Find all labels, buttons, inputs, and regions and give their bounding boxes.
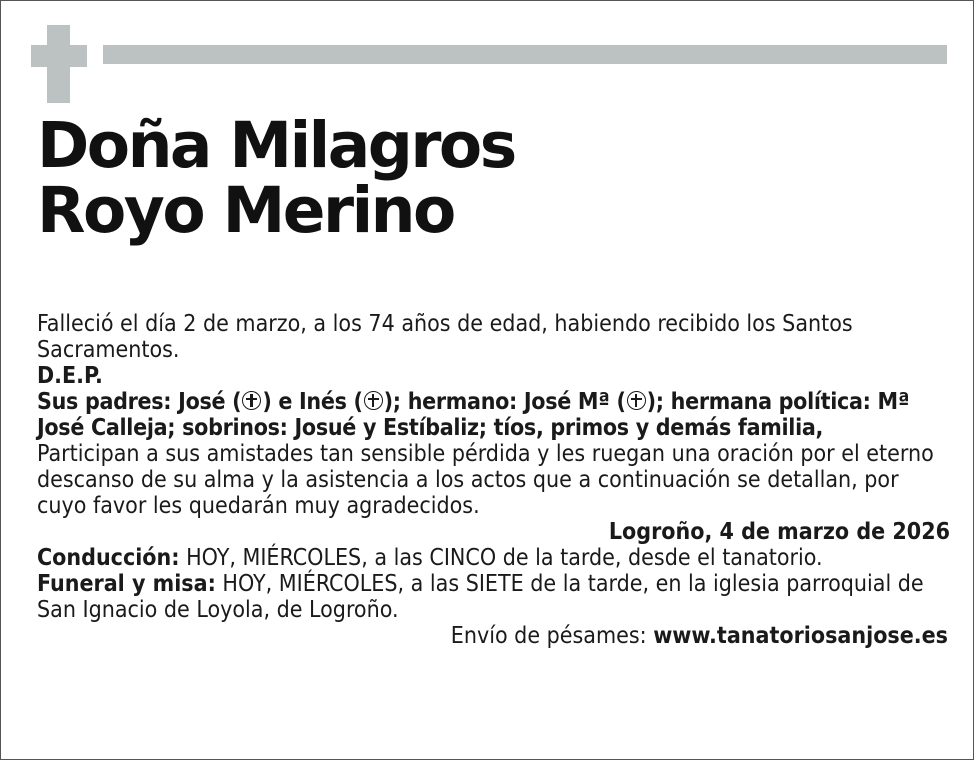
family-text-2: ) e Inés (: [262, 389, 363, 415]
family-text-4: ); hermana política: Mª José Calleja; sobrinos: Josué y Estíbaliz; tíos, primos y demás familia,: [37, 389, 910, 441]
condolences-website: www.tanatoriosanjose.es: [653, 623, 948, 649]
family-text-3: ); hermano: José Mª (: [383, 389, 626, 415]
family-list: [37, 389, 952, 441]
conduccion-text: HOY, MIÉRCOLES, a las CINCO de la tarde, desde el tanatorio.: [179, 545, 823, 571]
deceased-name: [37, 109, 515, 247]
place-date: Logroño, 4 de marzo de 2026: [608, 519, 950, 545]
obituary-body: [37, 311, 952, 649]
conduccion: [37, 545, 952, 571]
condolences: [37, 623, 952, 649]
conduccion-label: Conducción:: [37, 545, 180, 571]
announcement: Falleció el día 2 de marzo, a los 74 años de edad, habiendo recibido los Santos Sacramentos.: [37, 311, 853, 363]
name-line-1: Doña Milagros: [37, 109, 515, 182]
funeral-label: Funeral y misa:: [37, 571, 216, 597]
dep-text: D.E.P.: [37, 363, 103, 389]
condolences-label: Envío de pésames:: [450, 623, 654, 649]
name-line-2: Royo Merino: [37, 174, 454, 247]
cross-circle-icon: [627, 391, 646, 410]
cross-circle-icon: [364, 391, 383, 410]
funeral: [37, 571, 952, 623]
cross-circle-icon: [242, 391, 261, 410]
family-text-1: Sus padres: José (: [37, 389, 242, 415]
header-rule: [103, 45, 947, 64]
invitation: Participan a sus amistades tan sensible pérdida y les ruegan una oración por el eterno descanso de su alma y la asistencia a los actos que a continuación se detallan, por cuyo favor les quedarán muy agradecidos.: [37, 441, 934, 519]
cross-icon-bar: [31, 45, 87, 67]
funeral-text: HOY, MIÉRCOLES, a las SIETE de la tarde, en la iglesia parroquial de San Ignacio de Loyola, de Logroño.: [37, 571, 924, 623]
